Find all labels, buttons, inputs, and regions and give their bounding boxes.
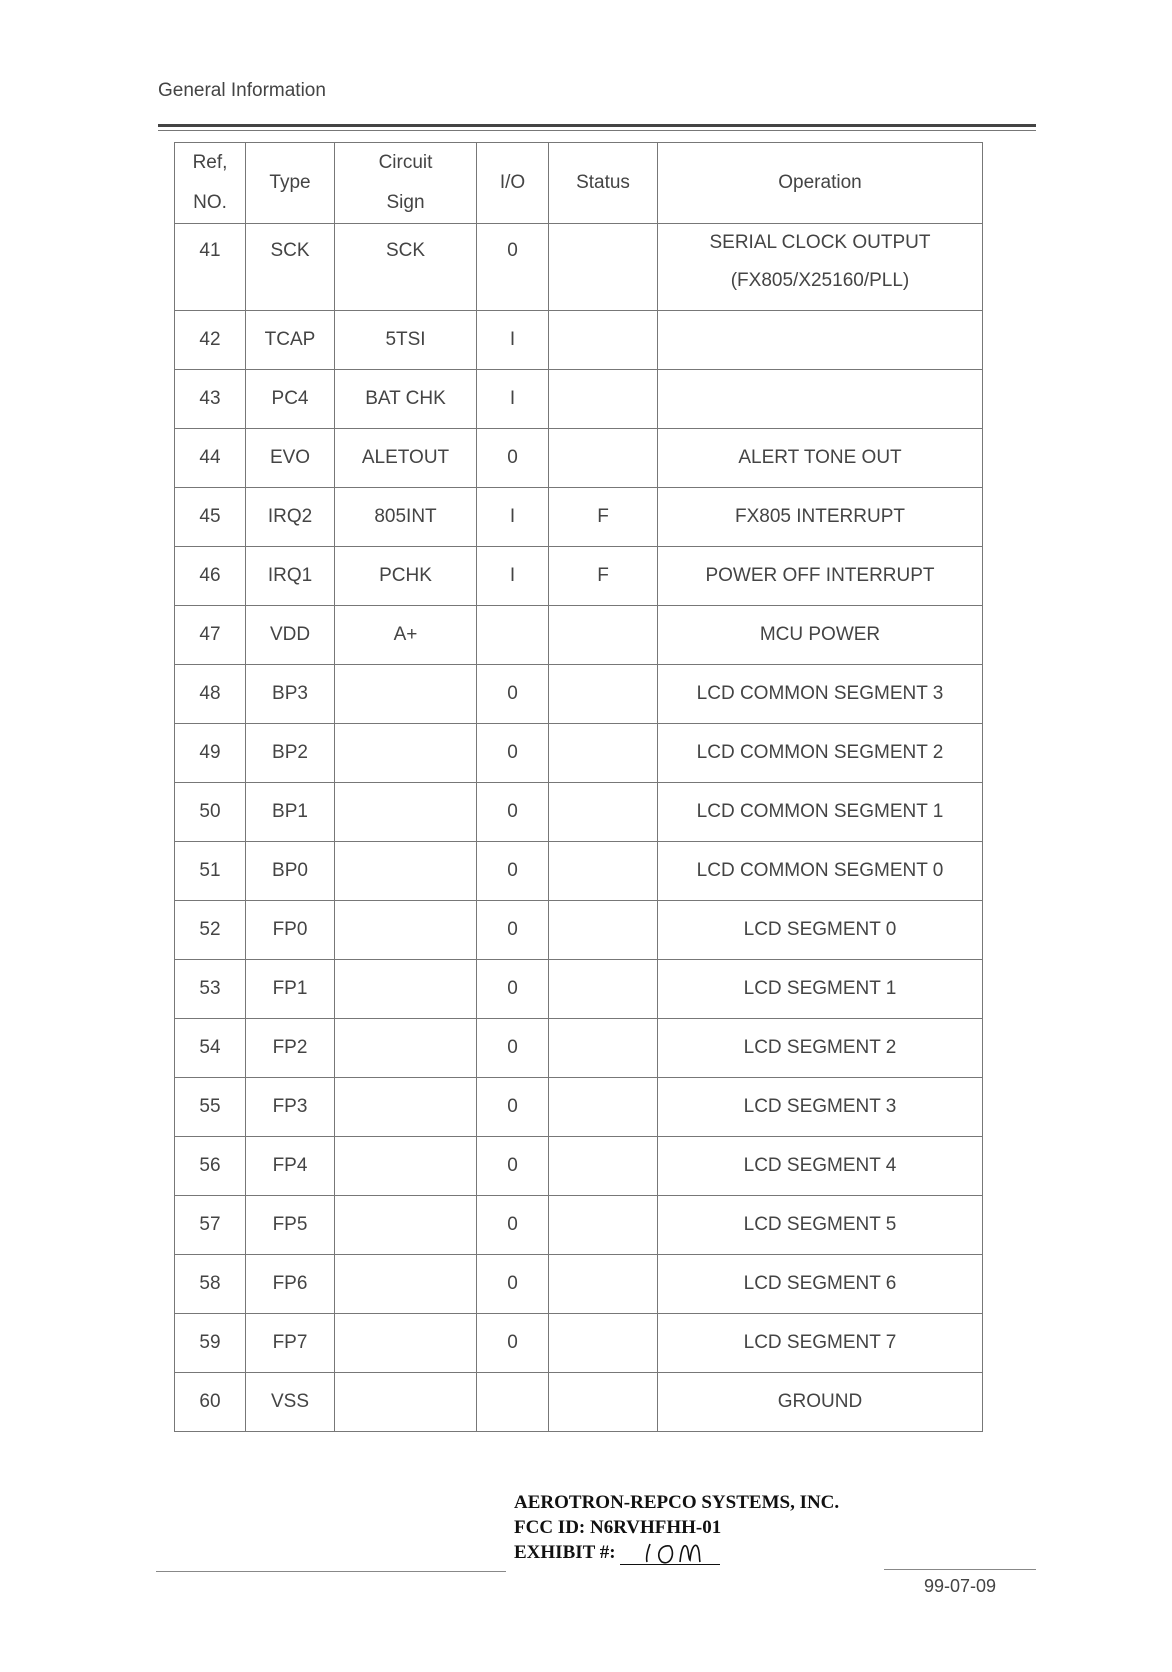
cell-status	[549, 1314, 658, 1373]
cell-status	[549, 1078, 658, 1137]
cell-io: 0	[477, 1255, 549, 1314]
cell-status: F	[549, 547, 658, 606]
cell-sign: SCK	[335, 224, 477, 311]
cell-ref: 42	[175, 311, 246, 370]
operation-text: LCD SEGMENT 0	[743, 919, 897, 940]
table-row	[175, 1255, 983, 1314]
table-row	[175, 1314, 983, 1373]
cell-type: FP2	[246, 1019, 335, 1078]
cell-operation	[658, 1137, 983, 1196]
cell-ref: 45	[175, 488, 246, 547]
cell-sign: 805INT	[335, 488, 477, 547]
table-row	[175, 842, 983, 901]
cell-io: I	[477, 488, 549, 547]
cell-sign	[335, 1255, 477, 1314]
cell-ref: 48	[175, 665, 246, 724]
cell-type: VSS	[246, 1373, 335, 1432]
footer-rule-left	[156, 1571, 506, 1572]
cell-type: PC4	[246, 370, 335, 429]
operation-text: LCD COMMON SEGMENT 0	[696, 860, 944, 881]
column-header-label: Type	[269, 172, 311, 193]
cell-ref: 47	[175, 606, 246, 665]
table-row	[175, 1137, 983, 1196]
cell-sign: BAT CHK	[335, 370, 477, 429]
cell-status	[549, 1373, 658, 1432]
cell-ref: 56	[175, 1137, 246, 1196]
cell-type: IRQ1	[246, 547, 335, 606]
column-header-label: Sign	[386, 192, 425, 213]
column-header	[246, 143, 335, 224]
cell-type: FP4	[246, 1137, 335, 1196]
cell-operation	[658, 547, 983, 606]
cell-sign	[335, 1314, 477, 1373]
cell-sign	[335, 960, 477, 1019]
cell-status	[549, 606, 658, 665]
cell-io: 0	[477, 665, 549, 724]
cell-sign	[335, 1019, 477, 1078]
operation-text: SERIAL CLOCK OUTPUT	[709, 232, 931, 253]
cell-operation	[658, 311, 983, 370]
cell-operation	[658, 1373, 983, 1432]
cell-status	[549, 429, 658, 488]
cell-sign	[335, 1373, 477, 1432]
table-row	[175, 370, 983, 429]
cell-operation	[658, 960, 983, 1019]
section-title: General Information	[158, 80, 326, 101]
cell-sign	[335, 901, 477, 960]
cell-status	[549, 960, 658, 1019]
column-header-label: I/O	[499, 172, 526, 193]
cell-ref: 51	[175, 842, 246, 901]
cell-type: FP5	[246, 1196, 335, 1255]
cell-status	[549, 224, 658, 311]
cell-type: EVO	[246, 429, 335, 488]
table-body	[175, 224, 983, 1432]
cell-status	[549, 724, 658, 783]
cell-io: 0	[477, 1019, 549, 1078]
column-header	[335, 143, 477, 224]
operation-text: LCD COMMON SEGMENT 1	[696, 801, 944, 822]
operation-text: (FX805/X25160/PLL)	[730, 270, 910, 291]
operation-text: LCD SEGMENT 4	[743, 1155, 897, 1176]
column-header-label: Operation	[778, 172, 862, 193]
cell-io: 0	[477, 224, 549, 311]
cell-type: FP1	[246, 960, 335, 1019]
cell-ref: 50	[175, 783, 246, 842]
cell-ref: 44	[175, 429, 246, 488]
footer-rule-right	[884, 1569, 1036, 1570]
cell-sign: ALETOUT	[335, 429, 477, 488]
cell-io: 0	[477, 724, 549, 783]
cell-ref: 41	[175, 224, 246, 311]
cell-operation	[658, 1078, 983, 1137]
table-row	[175, 901, 983, 960]
cell-io: I	[477, 311, 549, 370]
cell-io	[477, 1373, 549, 1432]
operation-text: LCD SEGMENT 1	[743, 978, 897, 999]
operation-text: LCD SEGMENT 2	[743, 1037, 897, 1058]
fcc-id: FCC ID: N6RVHFHH-01	[514, 1517, 722, 1538]
cell-operation	[658, 224, 983, 311]
cell-sign	[335, 1137, 477, 1196]
company-name: AEROTRON-REPCO SYSTEMS, INC.	[514, 1492, 840, 1513]
cell-status	[549, 901, 658, 960]
cell-operation	[658, 1196, 983, 1255]
table-row	[175, 1373, 983, 1432]
table-row	[175, 724, 983, 783]
cell-ref: 46	[175, 547, 246, 606]
cell-io: 0	[477, 1078, 549, 1137]
table-row	[175, 960, 983, 1019]
cell-status	[549, 311, 658, 370]
cell-io: 0	[477, 901, 549, 960]
table-row	[175, 606, 983, 665]
cell-sign: 5TSI	[335, 311, 477, 370]
cell-ref: 57	[175, 1196, 246, 1255]
cell-type: BP3	[246, 665, 335, 724]
column-header	[658, 143, 983, 224]
column-header	[477, 143, 549, 224]
column-header-label: Status	[576, 172, 630, 193]
operation-text: GROUND	[777, 1391, 863, 1412]
cell-status	[549, 665, 658, 724]
cell-sign	[335, 783, 477, 842]
cell-status	[549, 1255, 658, 1314]
cell-sign	[335, 842, 477, 901]
cell-type: BP2	[246, 724, 335, 783]
cell-type: FP3	[246, 1078, 335, 1137]
exhibit-signature-line	[620, 1542, 720, 1565]
column-header-label: Circuit	[378, 152, 433, 173]
page-date: 99-07-09	[924, 1576, 997, 1596]
cell-operation	[658, 842, 983, 901]
cell-operation	[658, 665, 983, 724]
cell-status	[549, 783, 658, 842]
cell-io: I	[477, 370, 549, 429]
cell-status	[549, 370, 658, 429]
cell-type: TCAP	[246, 311, 335, 370]
cell-ref: 49	[175, 724, 246, 783]
cell-ref: 53	[175, 960, 246, 1019]
cell-operation	[658, 370, 983, 429]
cell-type: IRQ2	[246, 488, 335, 547]
operation-text: LCD COMMON SEGMENT 2	[696, 742, 944, 763]
cell-type: BP0	[246, 842, 335, 901]
cell-sign: PCHK	[335, 547, 477, 606]
operation-text: LCD SEGMENT 7	[743, 1332, 897, 1353]
footer-block	[514, 1490, 839, 1565]
table-row	[175, 1078, 983, 1137]
cell-io	[477, 606, 549, 665]
cell-type: VDD	[246, 606, 335, 665]
operation-text: LCD SEGMENT 3	[743, 1096, 897, 1117]
cell-operation	[658, 724, 983, 783]
cell-operation	[658, 783, 983, 842]
cell-ref: 60	[175, 1373, 246, 1432]
cell-sign	[335, 724, 477, 783]
operation-text: FX805 INTERRUPT	[735, 506, 905, 527]
handwritten-exhibit-number	[620, 1534, 720, 1566]
cell-ref: 54	[175, 1019, 246, 1078]
cell-ref: 52	[175, 901, 246, 960]
header-rule-thick	[158, 124, 1036, 127]
operation-text: LCD COMMON SEGMENT 3	[696, 683, 944, 704]
cell-io: 0	[477, 783, 549, 842]
cell-operation	[658, 1314, 983, 1373]
cell-type: FP6	[246, 1255, 335, 1314]
table-header-row	[175, 143, 983, 224]
cell-status	[549, 842, 658, 901]
cell-ref: 55	[175, 1078, 246, 1137]
pin-table	[174, 142, 983, 1432]
cell-ref: 59	[175, 1314, 246, 1373]
cell-sign	[335, 665, 477, 724]
cell-operation	[658, 429, 983, 488]
cell-io: 0	[477, 429, 549, 488]
table-row	[175, 488, 983, 547]
cell-type: SCK	[246, 224, 335, 311]
header-rule-thin	[158, 130, 1036, 131]
cell-io: 0	[477, 1137, 549, 1196]
cell-sign	[335, 1078, 477, 1137]
cell-type: FP7	[246, 1314, 335, 1373]
cell-type: FP0	[246, 901, 335, 960]
cell-type: BP1	[246, 783, 335, 842]
table-row	[175, 224, 983, 311]
cell-sign	[335, 1196, 477, 1255]
operation-text: POWER OFF INTERRUPT	[705, 565, 935, 586]
operation-text: ALERT TONE OUT	[738, 447, 902, 468]
operation-text: LCD SEGMENT 5	[743, 1214, 897, 1235]
table-row	[175, 1196, 983, 1255]
exhibit-line	[514, 1540, 839, 1565]
operation-text: MCU POWER	[759, 624, 881, 645]
cell-operation	[658, 606, 983, 665]
cell-ref: 58	[175, 1255, 246, 1314]
cell-status: F	[549, 488, 658, 547]
table-row	[175, 1019, 983, 1078]
exhibit-label: EXHIBIT #:	[514, 1542, 616, 1563]
cell-sign: A+	[335, 606, 477, 665]
column-header-label: NO.	[193, 192, 227, 213]
cell-operation	[658, 488, 983, 547]
column-header	[549, 143, 658, 224]
cell-io: I	[477, 547, 549, 606]
cell-io: 0	[477, 1314, 549, 1373]
operation-text: LCD SEGMENT 6	[743, 1273, 897, 1294]
cell-operation	[658, 1019, 983, 1078]
table-row	[175, 665, 983, 724]
column-header-label: Ref,	[192, 152, 228, 173]
cell-status	[549, 1137, 658, 1196]
column-header	[175, 143, 246, 224]
cell-operation	[658, 901, 983, 960]
cell-operation	[658, 1255, 983, 1314]
table-row	[175, 311, 983, 370]
cell-status	[549, 1019, 658, 1078]
table-row	[175, 429, 983, 488]
cell-ref: 43	[175, 370, 246, 429]
cell-status	[549, 1196, 658, 1255]
table-row	[175, 547, 983, 606]
cell-io: 0	[477, 842, 549, 901]
cell-io: 0	[477, 1196, 549, 1255]
table-row	[175, 783, 983, 842]
cell-io: 0	[477, 960, 549, 1019]
